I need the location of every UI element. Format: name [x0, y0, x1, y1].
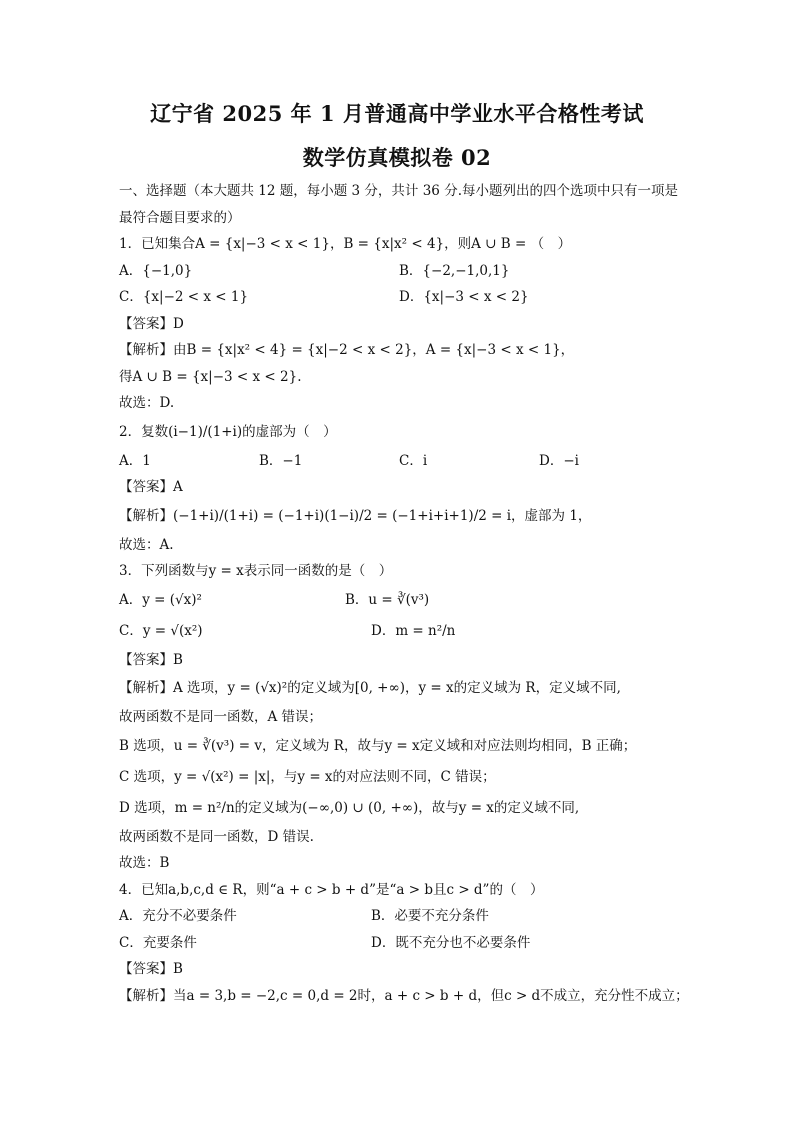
analysis-line: D 选项，m = n²/n的定义域为(−∞,0) ∪ (0, +∞)，故与y = x的定义域不同,: [119, 799, 580, 816]
option-a: A．充分不必要条件: [119, 908, 237, 924]
question-1-options-row1: [119, 258, 679, 285]
option-a: A．1: [119, 452, 151, 469]
question-3-options-row2: [119, 616, 679, 647]
document-title: 辽宁省 2025 年 1 月普通高中学业水平合格性考试: [150, 101, 644, 126]
question-4-stem: 4．已知a,b,c,d ∈ R，则“a + c > b + d”是“a > b且c > d”的（ ）: [119, 881, 544, 898]
option-b: B．−1: [259, 452, 303, 469]
question-1-stem: 1．已知集合A = {x|−3 < x < 1}，B = {x|x² < 4}，则A ∪ B = （ ）: [119, 236, 572, 252]
analysis-line: 故选：D.: [119, 395, 175, 411]
option-c: C．i: [399, 452, 428, 469]
analysis-line: 故两函数不是同一函数，A 错误；: [119, 709, 323, 725]
option-c: C．{x|−2 < x < 1}: [119, 289, 249, 305]
question-4-options-row1: [119, 903, 679, 930]
document-subtitle: 数学仿真模拟卷 02: [302, 145, 492, 170]
analysis-line: 【解析】由B = {x|x² < 4} = {x|−2 < x < 2}，A = {x|−3 < x < 1}，: [119, 342, 575, 358]
analysis-line: 故选：B: [119, 855, 170, 871]
section-heading: 一、选择题（本大题共 12 题，每小题 3 分，共计 36 分.每小题列出的四个选项中只有一项是最符合题目要求的）: [119, 183, 678, 226]
option-a: A．{−1,0}: [119, 262, 193, 279]
analysis-line: 【解析】A 选项，y = (√x)²的定义域为[0, +∞)，y = x的定义域为 R，定义域不同,: [119, 680, 621, 696]
question-1-answer: 【答案】D: [119, 315, 184, 332]
analysis-line: 【解析】(−1+i)/(1+i) = (−1+i)(1−i)/2 = (−1+i+i+1)/2 = i，虚部为 1，: [119, 507, 592, 524]
analysis-line: 得A ∪ B = {x|−3 < x < 2}.: [119, 368, 302, 385]
analysis-line: B 选项，u = ∛(v³) = v，定义域为 R，故与y = x定义域和对应法则均相同，B 正确；: [119, 737, 637, 754]
option-d: D．既不充分也不必要条件: [371, 934, 531, 951]
option-c: C．充要条件: [119, 934, 197, 951]
option-b: B．u = ∛(v³): [345, 591, 430, 608]
question-3-answer: 【答案】B: [119, 651, 183, 668]
question-4-options-row2: [119, 930, 679, 957]
option-a: A．y = (√x)²: [119, 591, 202, 608]
question-3-stem: 3．下列函数与y = x表示同一函数的是（ ）: [119, 563, 393, 579]
question-1-options-row2: [119, 284, 679, 311]
analysis-line: 故选：A.: [119, 536, 174, 553]
option-b: B．必要不充分条件: [371, 908, 489, 924]
option-d: D．−i: [539, 452, 579, 469]
analysis-line: 故两函数不是同一函数，D 错误.: [119, 828, 314, 845]
question-2-stem: 2．复数(i−1)/(1+i)的虚部为（ ）: [119, 423, 337, 440]
question-2-answer: 【答案】A: [119, 479, 183, 495]
analysis-line: 【解析】当a = 3,b = −2,c = 0,d = 2时，a + c > b + d，但c > d不成立，充分性不成立；: [119, 987, 689, 1004]
question-2-options: [119, 448, 679, 475]
document-body: [119, 178, 689, 1009]
option-b: B．{−2,−1,0,1}: [399, 262, 510, 279]
question-4-answer: 【答案】B: [119, 961, 183, 977]
option-d: D．{x|−3 < x < 2}: [399, 289, 529, 305]
option-c: C．y = √(x²): [119, 622, 203, 639]
question-3-options-row1: [119, 585, 679, 616]
option-d: D．m = n²/n: [371, 622, 456, 639]
analysis-line: C 选项，y = √(x²) = |x|，与y = x的对应法则不同，C 错误；: [119, 768, 496, 785]
